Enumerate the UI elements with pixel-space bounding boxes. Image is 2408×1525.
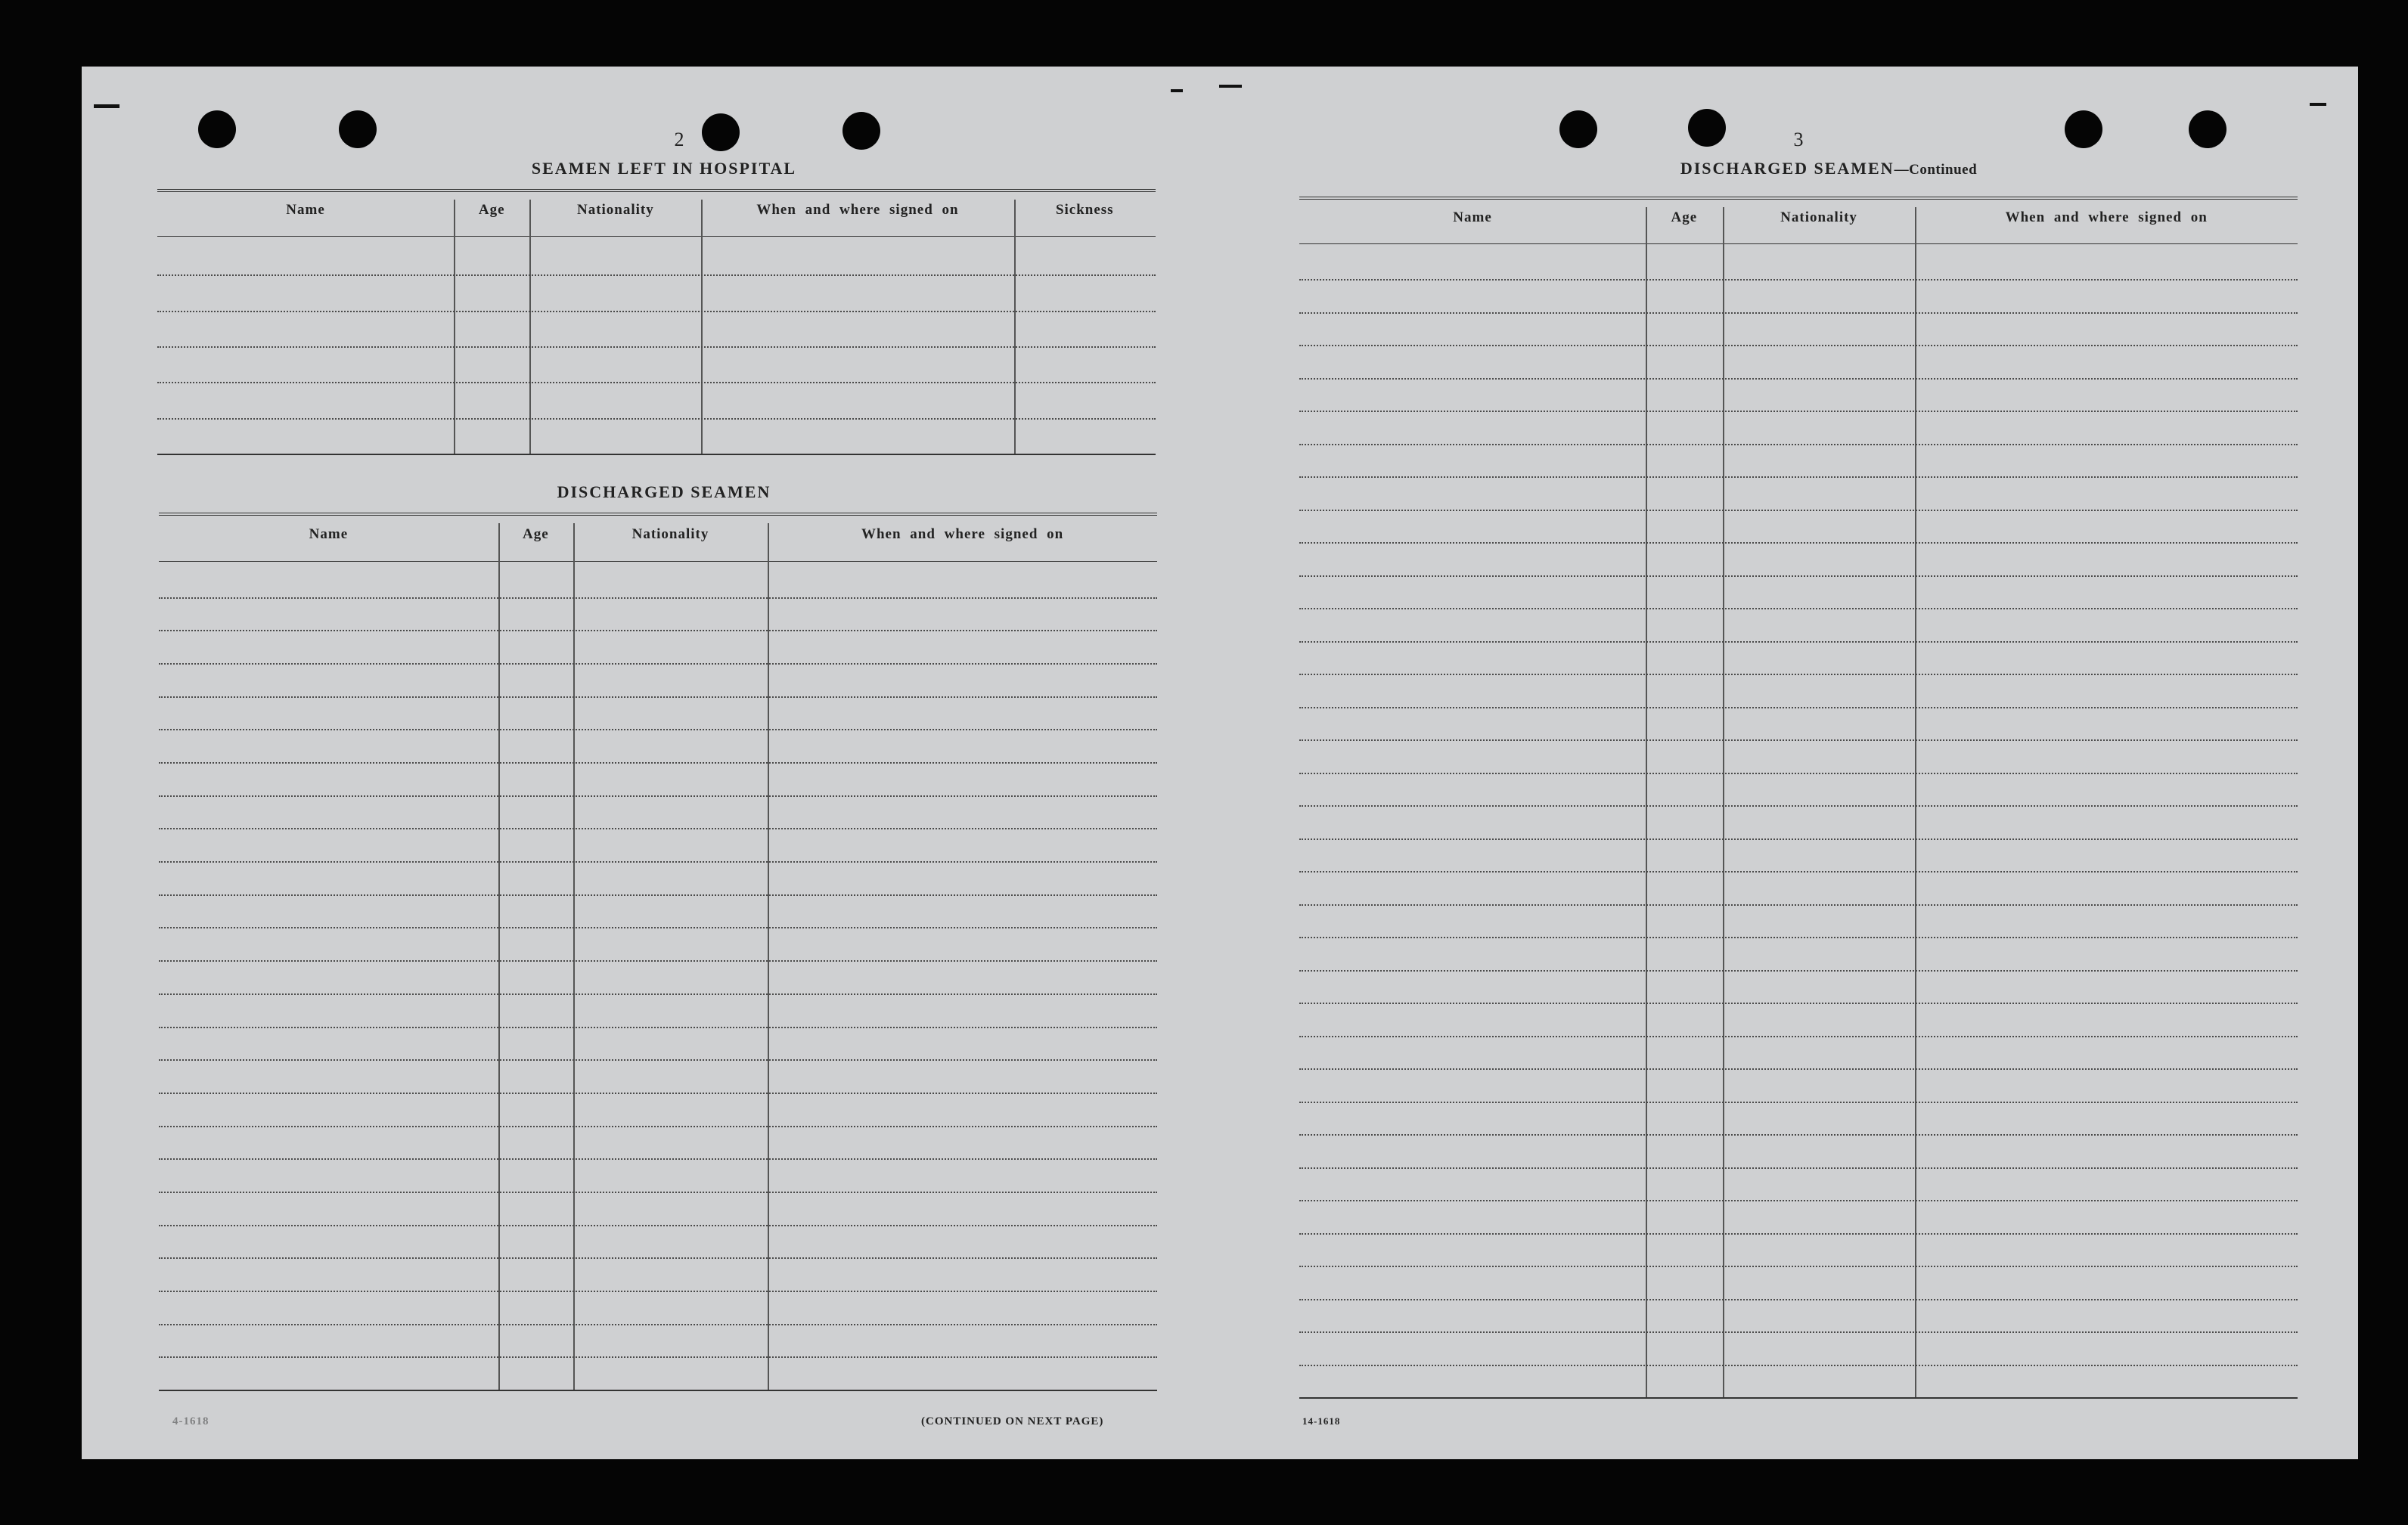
table-row [1299,608,2298,609]
column-header: Nationality [631,525,709,542]
table-row [159,1356,1157,1358]
table-row [1299,378,2298,380]
table-row [1299,1102,2298,1103]
hospital-section-title: SEAMEN LEFT IN HOSPITAL [531,159,797,178]
punch-hole-icon [702,113,740,151]
column-header: When and where signed on [861,525,1064,542]
table-row [1299,674,2298,675]
table-row [1299,641,2298,643]
scan-mark [2310,103,2326,106]
table-row [157,346,1156,348]
table-row [159,1225,1157,1226]
table-row [159,762,1157,764]
table-row [1299,739,2298,741]
table-row [159,630,1157,631]
table-row [1299,904,2298,906]
column-divider [498,523,500,1390]
header-rule [159,561,1157,562]
table-row [1299,1200,2298,1201]
table-row [159,1059,1157,1061]
column-divider [1646,207,1647,1397]
page-number-right: 3 [1793,129,1804,150]
column-header: When and where signed on [756,202,959,219]
table-row [159,696,1157,698]
column-header: Age [522,525,549,542]
table-row [1299,476,2298,478]
table-row [1299,312,2298,314]
column-header: Nationality [1780,209,1857,226]
form-number-right: 14-1618 [1302,1415,1341,1427]
table-row [157,311,1156,312]
table-row [1299,707,2298,708]
table-row [159,663,1157,665]
discharged-section-title: DISCHARGED SEAMEN [557,482,771,501]
table-row [157,418,1156,420]
table-row [159,894,1157,896]
column-header: Nationality [576,202,654,219]
column-divider [1014,200,1016,454]
column-divider [529,200,531,454]
scanned-document-sheet [82,67,2358,1459]
table-row [1299,1167,2298,1169]
hospital-table [157,189,1156,458]
scan-mark [1219,85,1242,88]
table-row [159,1027,1157,1028]
table-row [159,1324,1157,1325]
table-row [1299,1003,2298,1004]
table-row [1299,1134,2298,1136]
header-rule [157,236,1156,237]
column-header: Age [478,202,505,219]
column-divider [1723,207,1724,1397]
punch-hole-icon [842,112,880,150]
table-bottom-rule [1299,1397,2298,1399]
form-number-left: 4-1618 [172,1415,209,1427]
table-row [1299,279,2298,281]
table-bottom-rule [157,454,1156,455]
header-rule [1299,243,2298,244]
discharged-continued-title-main: DISCHARGED SEAMEN [1680,159,1894,178]
table-row [1299,805,2298,807]
table-row [159,861,1157,863]
table-row [1299,773,2298,774]
table-row [1299,1036,2298,1037]
column-header: Age [1671,209,1698,226]
table-row [1299,1365,2298,1366]
discharged-continued-table [1299,197,2298,1402]
discharged-table [159,513,1157,1394]
table-row [1299,411,2298,412]
table-top-rule [1299,197,2298,200]
punch-hole-icon [2065,110,2102,148]
table-row [159,1093,1157,1094]
table-row [159,1257,1157,1259]
punch-hole-icon [1688,109,1726,147]
scan-mark [1171,89,1183,92]
table-row [1299,937,2298,938]
table-row [1299,1068,2298,1070]
column-divider [573,523,575,1390]
table-row [1299,970,2298,972]
table-row [1299,444,2298,445]
table-row [1299,1233,2298,1235]
table-row [157,382,1156,383]
column-divider [454,200,455,454]
column-divider [1915,207,1916,1397]
table-row [159,597,1157,599]
table-row [1299,838,2298,840]
column-header: Name [286,202,325,219]
punch-hole-icon [2189,110,2226,148]
column-divider [701,200,703,454]
table-row [1299,542,2298,544]
table-row [159,927,1157,928]
column-header: Name [1453,209,1492,226]
table-bottom-rule [159,1390,1157,1391]
page-number-left: 2 [674,129,684,150]
table-row [159,828,1157,829]
discharged-continued-title [1541,159,2116,178]
table-row [157,274,1156,276]
continued-note: (CONTINUED ON NEXT PAGE) [921,1415,1104,1427]
table-row [1299,575,2298,577]
table-row [159,795,1157,797]
table-row [1299,1299,2298,1300]
column-header: Sickness [1055,202,1114,219]
table-row [159,960,1157,962]
table-row [1299,1266,2298,1267]
punch-hole-icon [339,110,377,148]
table-row [1299,510,2298,511]
column-divider [768,523,769,1390]
table-top-rule [157,189,1156,192]
table-row [159,1158,1157,1160]
punch-hole-icon [1559,110,1597,148]
punch-hole-icon [198,110,236,148]
column-header: When and where signed on [2005,209,2208,226]
table-row [159,993,1157,995]
table-row [1299,1331,2298,1333]
table-top-rule [159,513,1157,516]
continued-suffix: —Continued [1894,162,1978,178]
table-row [159,729,1157,730]
table-row [159,1291,1157,1292]
table-row [1299,345,2298,346]
table-row [159,1126,1157,1127]
table-row [1299,871,2298,873]
column-header: Name [309,525,349,542]
scan-mark [94,104,119,108]
table-row [159,1192,1157,1193]
